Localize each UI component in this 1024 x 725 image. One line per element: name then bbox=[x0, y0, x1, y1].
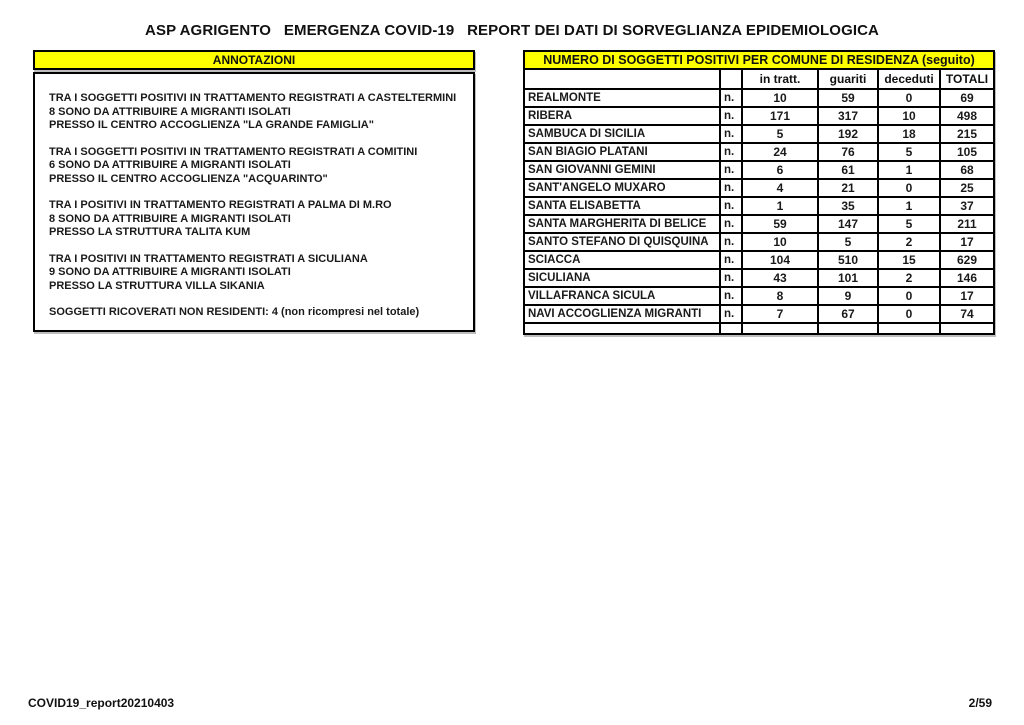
value-cell-deceduti: 2 bbox=[878, 269, 940, 287]
n-label-cell: n. bbox=[720, 215, 742, 233]
comune-cell: SICULIANA bbox=[524, 269, 720, 287]
table-row bbox=[524, 179, 994, 197]
value-cell-totali: 215 bbox=[940, 125, 994, 143]
value-cell-deceduti: 10 bbox=[878, 107, 940, 125]
value-cell-guariti: 9 bbox=[818, 287, 878, 305]
comune-cell: SCIACCA bbox=[524, 251, 720, 269]
value-cell-deceduti: 1 bbox=[878, 197, 940, 215]
value-cell-in_tratt: 10 bbox=[742, 233, 818, 251]
value-cell-totali: 25 bbox=[940, 179, 994, 197]
page-title: ASP AGRIGENTO EMERGENZA COVID-19 REPORT DEI DATI DI SORVEGLIANZA EPIDEMIOLOGICA bbox=[145, 22, 879, 39]
value-cell-deceduti: 0 bbox=[878, 287, 940, 305]
n-label-cell: n. bbox=[720, 233, 742, 251]
value-cell-in_tratt: 171 bbox=[742, 107, 818, 125]
table-header-row bbox=[524, 69, 994, 89]
table-title-row bbox=[524, 51, 994, 69]
col-header-guariti: guariti bbox=[818, 69, 878, 89]
footer-document-name: COVID19_report20210403 bbox=[28, 696, 175, 710]
value-cell-deceduti: 5 bbox=[878, 143, 940, 161]
n-label-cell: n. bbox=[720, 197, 742, 215]
footer-page-number: 2/59 bbox=[968, 696, 992, 710]
value-cell-guariti: 76 bbox=[818, 143, 878, 161]
annotations-header: ANNOTAZIONI bbox=[33, 50, 475, 70]
value-cell-in_tratt: 8 bbox=[742, 287, 818, 305]
n-label-cell: n. bbox=[720, 251, 742, 269]
value-cell-totali: 146 bbox=[940, 269, 994, 287]
n-label-cell: n. bbox=[720, 305, 742, 323]
col-header-deceduti: deceduti bbox=[878, 69, 940, 89]
value-cell-totali: 17 bbox=[940, 287, 994, 305]
table-row bbox=[524, 161, 994, 179]
col-header-totali: TOTALI bbox=[940, 69, 994, 89]
comune-cell: NAVI ACCOGLIENZA MIGRANTI bbox=[524, 305, 720, 323]
value-cell-guariti: 21 bbox=[818, 179, 878, 197]
value-cell-in_tratt: 6 bbox=[742, 161, 818, 179]
comune-cell: RIBERA bbox=[524, 107, 720, 125]
value-cell-deceduti: 1 bbox=[878, 161, 940, 179]
empty-cell bbox=[878, 323, 940, 334]
value-cell-in_tratt: 10 bbox=[742, 89, 818, 107]
comune-cell: VILLAFRANCA SICULA bbox=[524, 287, 720, 305]
value-cell-deceduti: 5 bbox=[878, 215, 940, 233]
value-cell-totali: 629 bbox=[940, 251, 994, 269]
table-row bbox=[524, 143, 994, 161]
annotation-line: 6 SONO DA ATTRIBUIRE A MIGRANTI ISOLATI bbox=[49, 159, 291, 171]
value-cell-totali: 68 bbox=[940, 161, 994, 179]
n-label-cell: n. bbox=[720, 143, 742, 161]
table-row bbox=[524, 125, 994, 143]
value-cell-totali: 37 bbox=[940, 197, 994, 215]
n-header-cell bbox=[720, 69, 742, 89]
annotation-line: PRESSO IL CENTRO ACCOGLIENZA "LA GRANDE FAMIGLIA" bbox=[49, 119, 374, 131]
positives-table-title: NUMERO DI SOGGETTI POSITIVI PER COMUNE DI RESIDENZA (seguito) bbox=[524, 51, 994, 69]
table-row bbox=[524, 251, 994, 269]
value-cell-deceduti: 0 bbox=[878, 305, 940, 323]
comune-cell: SANTA ELISABETTA bbox=[524, 197, 720, 215]
value-cell-guariti: 61 bbox=[818, 161, 878, 179]
n-label-cell: n. bbox=[720, 269, 742, 287]
n-label-cell: n. bbox=[720, 179, 742, 197]
comune-cell: SANTO STEFANO DI QUISQUINA bbox=[524, 233, 720, 251]
table-row bbox=[524, 233, 994, 251]
value-cell-totali: 498 bbox=[940, 107, 994, 125]
table-row bbox=[524, 305, 994, 323]
annotation-line: PRESSO IL CENTRO ACCOGLIENZA "ACQUARINTO" bbox=[49, 172, 328, 185]
value-cell-guariti: 510 bbox=[818, 251, 878, 269]
value-cell-guariti: 317 bbox=[818, 107, 878, 125]
value-cell-in_tratt: 24 bbox=[742, 143, 818, 161]
value-cell-totali: 105 bbox=[940, 143, 994, 161]
annotation-paragraph bbox=[49, 199, 459, 240]
annotation-line: PRESSO LA STRUTTURA TALITA KUM bbox=[49, 226, 251, 238]
value-cell-in_tratt: 104 bbox=[742, 251, 818, 269]
comune-header-cell bbox=[524, 69, 720, 89]
value-cell-guariti: 67 bbox=[818, 305, 878, 323]
n-label-cell: n. bbox=[720, 161, 742, 179]
positives-table-body bbox=[524, 89, 994, 334]
positives-table-box bbox=[523, 50, 993, 335]
table-row bbox=[524, 287, 994, 305]
empty-cell bbox=[524, 323, 720, 334]
value-cell-deceduti: 18 bbox=[878, 125, 940, 143]
table-row bbox=[524, 197, 994, 215]
value-cell-totali: 17 bbox=[940, 233, 994, 251]
annotation-paragraph bbox=[49, 92, 459, 133]
table-empty-row bbox=[524, 323, 994, 334]
annotation-line: TRA I SOGGETTI POSITIVI IN TRATTAMENTO REGISTRATI A COMITINI bbox=[49, 145, 418, 158]
annotation-line: PRESSO LA STRUTTURA VILLA SIKANIA bbox=[49, 279, 265, 292]
value-cell-deceduti: 0 bbox=[878, 179, 940, 197]
positives-table bbox=[523, 50, 995, 335]
annotation-line: SOGGETTI RICOVERATI NON RESIDENTI: 4 (non ricompresi nel totale) bbox=[49, 306, 420, 318]
value-cell-in_tratt: 5 bbox=[742, 125, 818, 143]
annotation-line: 8 SONO DA ATTRIBUIRE A MIGRANTI ISOLATI bbox=[49, 105, 291, 118]
comune-cell: SAN GIOVANNI GEMINI bbox=[524, 161, 720, 179]
annotation-paragraph bbox=[49, 253, 459, 294]
value-cell-deceduti: 2 bbox=[878, 233, 940, 251]
comune-cell: REALMONTE bbox=[524, 89, 720, 107]
annotation-line: TRA I SOGGETTI POSITIVI IN TRATTAMENTO REGISTRATI A CASTELTERMINI bbox=[49, 92, 457, 104]
table-row bbox=[524, 269, 994, 287]
table-row bbox=[524, 215, 994, 233]
annotation-line: TRA I POSITIVI IN TRATTAMENTO REGISTRATI A SICULIANA bbox=[49, 252, 368, 265]
value-cell-guariti: 147 bbox=[818, 215, 878, 233]
annotation-line: 8 SONO DA ATTRIBUIRE A MIGRANTI ISOLATI bbox=[49, 212, 291, 225]
comune-cell: SAMBUCA DI SICILIA bbox=[524, 125, 720, 143]
n-label-cell: n. bbox=[720, 89, 742, 107]
table-row bbox=[524, 89, 994, 107]
annotation-line: TRA I POSITIVI IN TRATTAMENTO REGISTRATI A PALMA DI M.RO bbox=[49, 199, 392, 211]
comune-cell: SANT'ANGELO MUXARO bbox=[524, 179, 720, 197]
value-cell-totali: 74 bbox=[940, 305, 994, 323]
value-cell-totali: 69 bbox=[940, 89, 994, 107]
empty-cell bbox=[720, 323, 742, 334]
table-row bbox=[524, 107, 994, 125]
value-cell-deceduti: 0 bbox=[878, 89, 940, 107]
value-cell-guariti: 35 bbox=[818, 197, 878, 215]
value-cell-guariti: 59 bbox=[818, 89, 878, 107]
value-cell-in_tratt: 7 bbox=[742, 305, 818, 323]
col-header-in-tratt: in tratt. bbox=[742, 69, 818, 89]
value-cell-deceduti: 15 bbox=[878, 251, 940, 269]
annotations-body bbox=[33, 72, 475, 332]
annotation-paragraph bbox=[49, 146, 459, 187]
n-label-cell: n. bbox=[720, 107, 742, 125]
value-cell-in_tratt: 59 bbox=[742, 215, 818, 233]
empty-cell bbox=[818, 323, 878, 334]
value-cell-guariti: 192 bbox=[818, 125, 878, 143]
value-cell-in_tratt: 43 bbox=[742, 269, 818, 287]
comune-cell: SAN BIAGIO PLATANI bbox=[524, 143, 720, 161]
annotation-line: 9 SONO DA ATTRIBUIRE A MIGRANTI ISOLATI bbox=[49, 266, 291, 278]
n-label-cell: n. bbox=[720, 287, 742, 305]
value-cell-in_tratt: 4 bbox=[742, 179, 818, 197]
value-cell-guariti: 5 bbox=[818, 233, 878, 251]
empty-cell bbox=[940, 323, 994, 334]
annotations-box bbox=[33, 50, 475, 332]
value-cell-in_tratt: 1 bbox=[742, 197, 818, 215]
comune-cell: SANTA MARGHERITA DI BELICE bbox=[524, 215, 720, 233]
value-cell-totali: 211 bbox=[940, 215, 994, 233]
annotation-paragraph bbox=[49, 306, 459, 320]
value-cell-guariti: 101 bbox=[818, 269, 878, 287]
n-label-cell: n. bbox=[720, 125, 742, 143]
empty-cell bbox=[742, 323, 818, 334]
